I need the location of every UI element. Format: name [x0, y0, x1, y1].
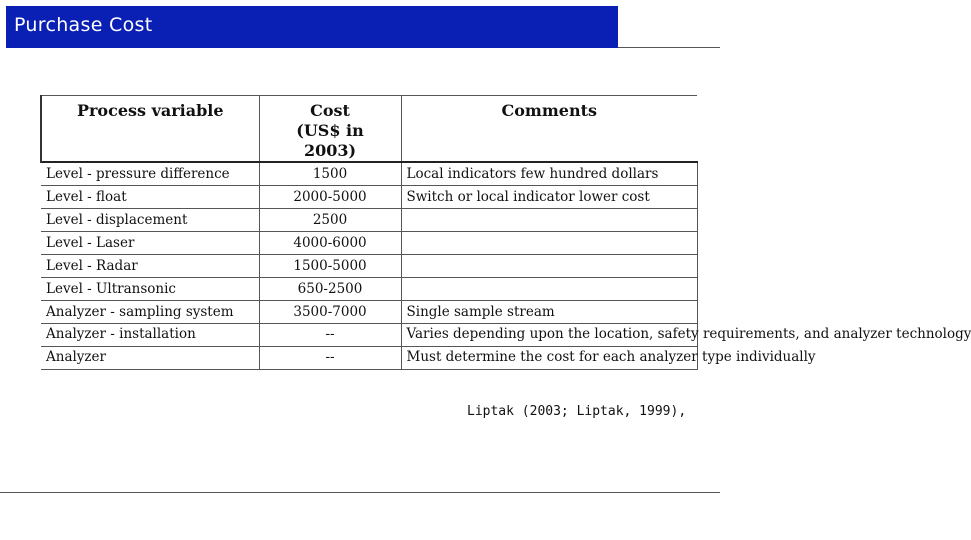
table-row: [41, 324, 697, 347]
variable-cell: Level - float: [41, 186, 259, 209]
cost-cell: 1500-5000: [259, 255, 401, 278]
top-divider: [618, 47, 720, 48]
variable-cell: Level - displacement: [41, 209, 259, 232]
variable-cell: Level - Laser: [41, 232, 259, 255]
cost-cell: 650-2500: [259, 278, 401, 301]
cost-cell: 4000-6000: [259, 232, 401, 255]
table-row: [41, 209, 697, 232]
comment-cell: Must determine the cost for each analyzer type individually: [401, 347, 697, 370]
table-row: [41, 232, 697, 255]
variable-cell: Analyzer - sampling system: [41, 301, 259, 324]
title-bar: [6, 6, 618, 48]
comment-cell: Switch or local indicator lower cost: [401, 186, 697, 209]
cost-cell: --: [259, 347, 401, 370]
variable-cell: Level - Ultransonic: [41, 278, 259, 301]
variable-cell: Analyzer: [41, 347, 259, 370]
cost-cell: 1500: [259, 162, 401, 186]
comment-cell: [401, 232, 697, 255]
page-title: Purchase Cost: [14, 14, 153, 36]
cost-cell: --: [259, 324, 401, 347]
comment-cell: [401, 209, 697, 232]
cost-cell: 2500: [259, 209, 401, 232]
cost-cell: 3500-7000: [259, 301, 401, 324]
column-header-cost: Cost (US$ in 2003): [259, 96, 401, 163]
variable-cell: Level - pressure difference: [41, 162, 259, 186]
column-header-comments: Comments: [401, 96, 697, 163]
comment-cell: [401, 278, 697, 301]
cost-table-container: [40, 95, 971, 393]
cost-table: [40, 95, 971, 370]
table-header-row: [41, 96, 697, 163]
table-row: [41, 255, 697, 278]
table-row: [41, 278, 697, 301]
table-row: [41, 347, 697, 370]
variable-cell: Level - Radar: [41, 255, 259, 278]
cost-cell: 2000-5000: [259, 186, 401, 209]
table-row: [41, 301, 697, 324]
table-row: [41, 186, 697, 209]
comment-cell: Single sample stream: [401, 301, 697, 324]
table-row: [41, 162, 697, 186]
comment-cell: [401, 255, 697, 278]
table-body: [41, 162, 971, 370]
variable-cell: Analyzer - installation: [41, 324, 259, 347]
comment-cell: Local indicators few hundred dollars: [401, 162, 697, 186]
comment-cell: Varies depending upon the location, safety requirements, and analyzer technology: [401, 324, 697, 347]
column-header-process-variable: Process variable: [41, 96, 259, 163]
source-citation: Liptak (2003; Liptak, 1999),: [467, 404, 687, 419]
bottom-divider: [0, 492, 720, 493]
